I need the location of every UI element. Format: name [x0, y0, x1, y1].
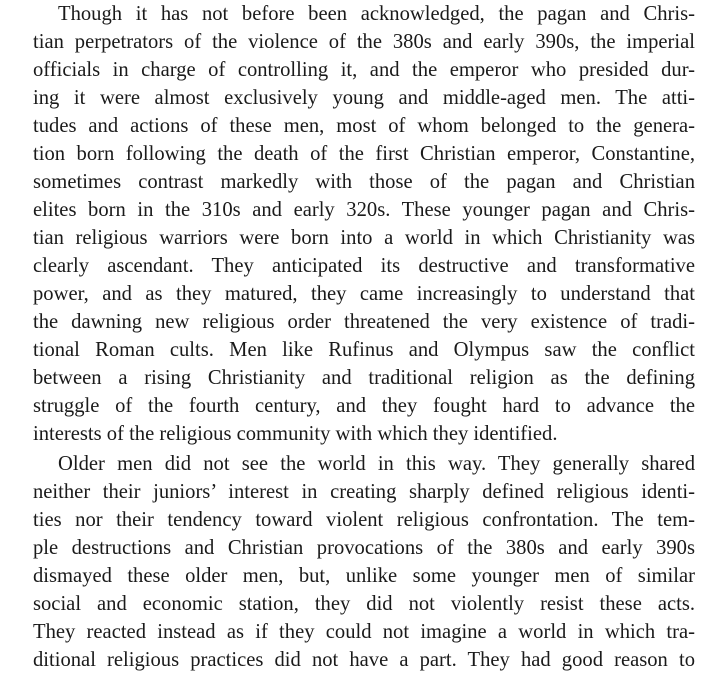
text-line: They reacted instead as if they could not imagine a world in which tra-	[33, 621, 695, 643]
text-line: officials in charge of controlling it, and the emperor who presided dur-	[33, 59, 695, 81]
text-line: struggle of the fourth century, and they fought hard to advance the	[33, 395, 695, 417]
text-line: between a rising Christianity and traditional religion as the defining	[33, 367, 695, 389]
text-line: dismayed these older men, but, unlike some younger men of similar	[33, 565, 695, 587]
text-line: the dawning new religious order threatened the very existence of tradi-	[33, 311, 695, 333]
text-line: power, and as they matured, they came increasingly to understand that	[33, 283, 695, 305]
text-line: Though it has not before been acknowledged, the pagan and Chris-	[58, 3, 695, 25]
text-line: interests of the religious community with which they identified.	[33, 423, 558, 445]
text-line: clearly ascendant. They anticipated its destructive and transformative	[33, 255, 695, 277]
text-line: ditional religious practices did not have a part. They had good reason to	[33, 649, 695, 671]
text-line: social and economic station, they did not violently resist these acts.	[33, 593, 695, 615]
text-line: elites born in the 310s and early 320s. These younger pagan and Chris-	[33, 199, 695, 221]
text-line: tian perpetrators of the violence of the 380s and early 390s, the imperial	[33, 31, 695, 53]
text-line: Older men did not see the world in this way. They generally shared	[58, 453, 695, 475]
text-line: sometimes contrast markedly with those of the pagan and Christian	[33, 171, 695, 193]
text-line: ties nor their tendency toward violent religious confrontation. The tem-	[33, 509, 695, 531]
text-line: ple destructions and Christian provocations of the 380s and early 390s	[33, 537, 695, 559]
text-line: tional Roman cults. Men like Rufinus and Olympus saw the conflict	[33, 339, 695, 361]
text-line: neither their juniors’ interest in creating sharply defined religious identi-	[33, 481, 695, 503]
text-line: tion born following the death of the first Christian emperor, Constantine,	[33, 143, 695, 165]
text-line: tudes and actions of these men, most of whom belonged to the genera-	[33, 115, 695, 137]
text-line: tian religious warriors were born into a world in which Christianity was	[33, 227, 695, 249]
text-line: ing it were almost exclusively young and middle-aged men. The atti-	[33, 87, 695, 109]
